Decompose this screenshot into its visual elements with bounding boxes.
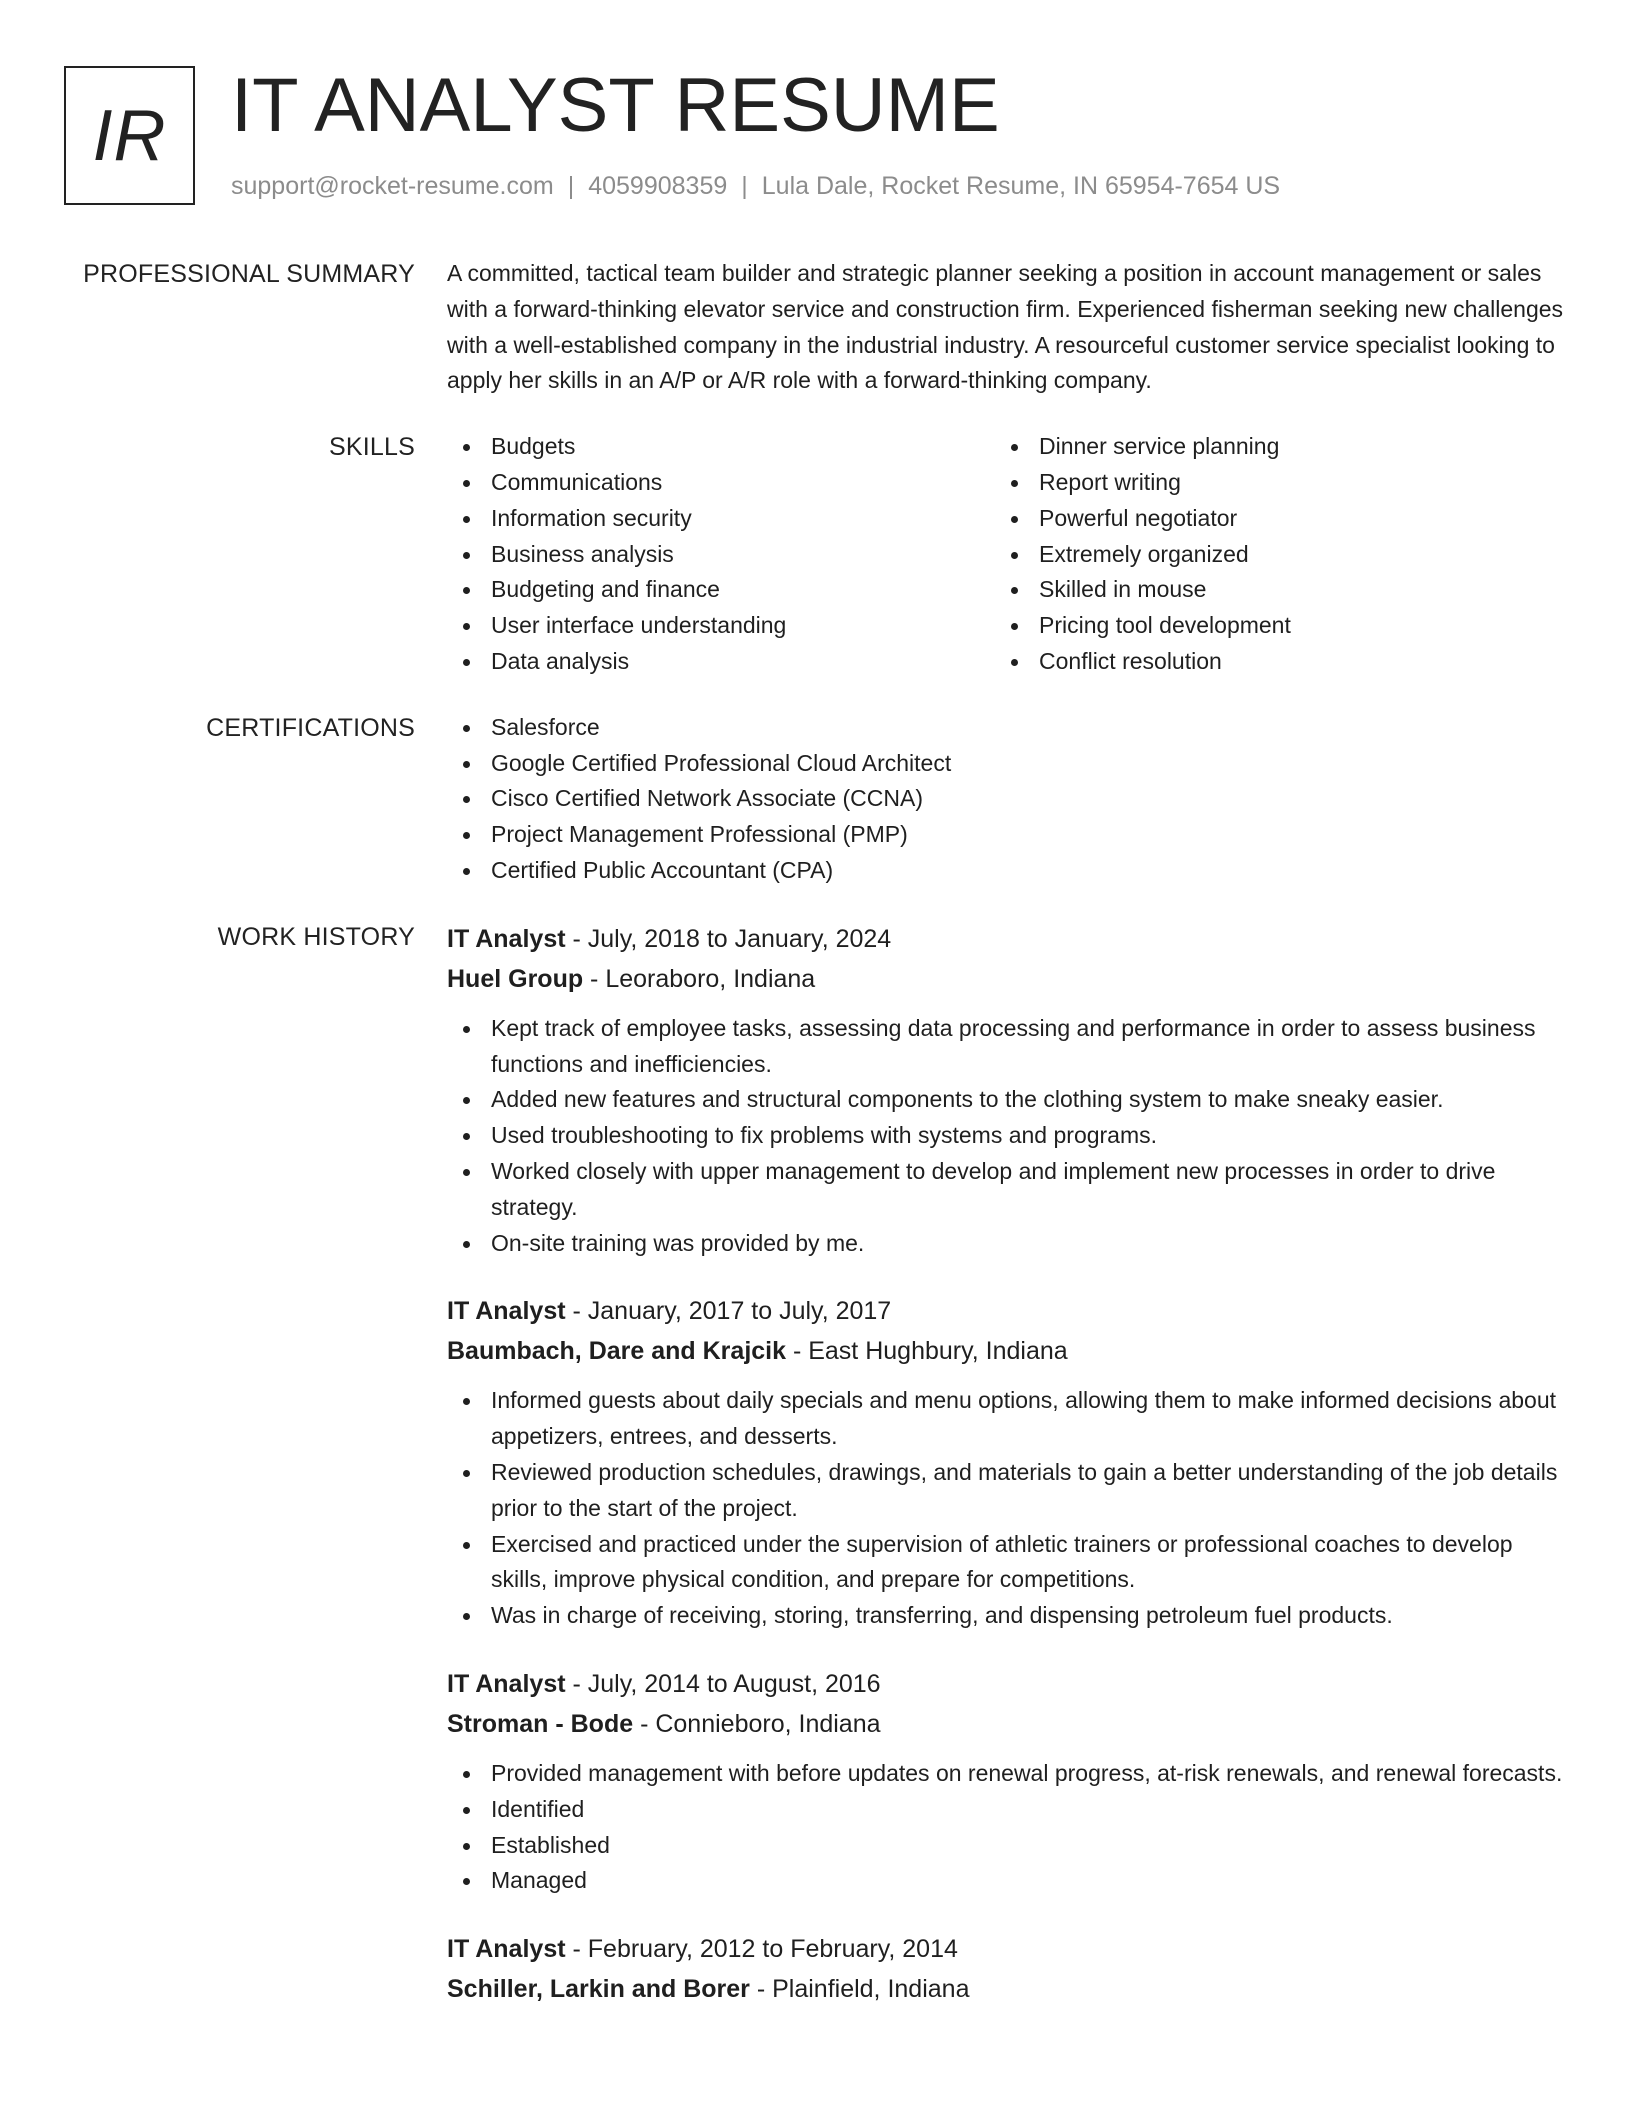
skill-item: Communications bbox=[447, 465, 995, 501]
skill-item: Data analysis bbox=[447, 644, 995, 680]
skill-item: Powerful negotiator bbox=[995, 501, 1543, 537]
summary-text: A committed, tactical team builder and strategic planner seeking a position in account management or sales with a forward-thinking elevator service and construction firm. Experienced fisherman seeking new challenges with a well-established company in the industrial industry. A resourceful customer service specialist looking to apply her skills in an A/P or A/R role with a forward-thinking company. bbox=[447, 260, 1564, 394]
job-company: Schiller, Larkin and Borer bbox=[447, 1975, 750, 2004]
job-title-line bbox=[447, 1291, 1567, 1331]
contact-address: Lula Dale, Rocket Resume, IN 65954-7654 US bbox=[761, 172, 1281, 200]
skill-item: Budgeting and finance bbox=[447, 572, 995, 608]
job-duty-item: Added new features and structural components to the clothing system to make sneaky easier. bbox=[447, 1082, 1567, 1118]
job-location: - Leoraboro, Indiana bbox=[583, 964, 816, 993]
job-duty-item: Exercised and practiced under the supervision of athletic trainers or professional coaches to develop skills, improve physical condition, and prepare for competitions. bbox=[447, 1527, 1567, 1599]
job-duty-item: Was in charge of receiving, storing, transferring, and dispensing petroleum fuel products. bbox=[447, 1598, 1567, 1634]
section-title-summary: PROFESSIONAL SUMMARY bbox=[83, 260, 415, 288]
contact-line bbox=[231, 172, 1280, 201]
skills-section bbox=[0, 429, 1632, 680]
skill-item: Extremely organized bbox=[995, 537, 1543, 573]
job-title-line bbox=[447, 1929, 1567, 1969]
skill-item: User interface understanding bbox=[447, 608, 995, 644]
job-dates: - July, 2014 to August, 2016 bbox=[565, 1669, 881, 1698]
section-title-skills: SKILLS bbox=[329, 433, 415, 462]
job-duty-item: Established bbox=[447, 1828, 1567, 1864]
summary-body bbox=[447, 256, 1567, 399]
skill-item: Budgets bbox=[447, 429, 995, 465]
job-duty-item: On-site training was provided by me. bbox=[447, 1226, 1567, 1262]
job-dates: - July, 2018 to January, 2024 bbox=[565, 924, 892, 953]
job-duty-item: Provided management with before updates on renewal progress, at-risk renewals, and renewal forecasts. bbox=[447, 1756, 1567, 1792]
skill-item: Dinner service planning bbox=[995, 429, 1543, 465]
skill-item: Report writing bbox=[995, 465, 1543, 501]
skill-item: Information security bbox=[447, 501, 995, 537]
work-history-body bbox=[447, 919, 1567, 2039]
job-company-line bbox=[447, 1704, 1567, 1744]
job-location: - Connieboro, Indiana bbox=[633, 1709, 881, 1738]
resume-header bbox=[0, 63, 1632, 256]
skill-item: Business analysis bbox=[447, 537, 995, 573]
job-duties-list bbox=[447, 1756, 1567, 1899]
certification-item: Google Certified Professional Cloud Architect bbox=[447, 746, 1567, 782]
contact-email[interactable]: support@rocket-resume.com bbox=[231, 172, 554, 200]
job-entry bbox=[447, 919, 1567, 1262]
job-company-line bbox=[447, 1331, 1567, 1371]
certifications-list bbox=[447, 710, 1567, 889]
job-role: IT Analyst bbox=[447, 924, 566, 953]
certification-item: Certified Public Accountant (CPA) bbox=[447, 853, 1567, 889]
job-entry bbox=[447, 1929, 1567, 2009]
skill-item: Skilled in mouse bbox=[995, 572, 1543, 608]
skills-body bbox=[447, 429, 1567, 680]
contact-separator: | bbox=[567, 172, 575, 200]
certification-item: Cisco Certified Network Associate (CCNA) bbox=[447, 781, 1567, 817]
job-duties-list bbox=[447, 1011, 1567, 1262]
certification-item: Salesforce bbox=[447, 710, 1567, 746]
job-duty-item: Kept track of employee tasks, assessing data processing and performance in order to assess business functions and inefficiencies. bbox=[447, 1011, 1567, 1083]
job-entry bbox=[447, 1664, 1567, 1899]
summary-section bbox=[0, 256, 1632, 399]
job-company-line bbox=[447, 959, 1567, 999]
certification-item: Project Management Professional (PMP) bbox=[447, 817, 1567, 853]
job-role: IT Analyst bbox=[447, 1669, 566, 1698]
job-duty-item: Identified bbox=[447, 1792, 1567, 1828]
job-company: Baumbach, Dare and Krajcik bbox=[447, 1337, 787, 1366]
job-entry bbox=[447, 1291, 1567, 1634]
job-company: Huel Group bbox=[447, 964, 584, 993]
certifications-section bbox=[0, 710, 1632, 889]
section-title-certifications: CERTIFICATIONS bbox=[206, 713, 415, 742]
contact-separator: | bbox=[741, 172, 748, 200]
job-duty-item: Used troubleshooting to fix problems with systems and programs. bbox=[447, 1118, 1567, 1154]
job-duty-item: Informed guests about daily specials and menu options, allowing them to make informed decisions about appetizers, entrees, and desserts. bbox=[447, 1383, 1567, 1455]
job-dates: - February, 2012 to February, 2014 bbox=[565, 1935, 958, 1964]
resume-title: IT ANALYST RESUME bbox=[231, 63, 1000, 148]
job-duty-item: Managed bbox=[447, 1863, 1567, 1899]
certifications-body bbox=[447, 710, 1567, 889]
skill-item: Pricing tool development bbox=[995, 608, 1543, 644]
job-dates: - January, 2017 to July, 2017 bbox=[565, 1297, 892, 1326]
work-history-section bbox=[0, 919, 1632, 2039]
contact-phone[interactable]: 4059908359 bbox=[588, 172, 728, 200]
job-duty-item: Reviewed production schedules, drawings, and materials to gain a better understanding of the job details prior to the start of the project. bbox=[447, 1455, 1567, 1527]
job-role: IT Analyst bbox=[447, 1935, 566, 1964]
section-title-work-history: WORK HISTORY bbox=[217, 922, 415, 951]
monogram-logo: IR bbox=[64, 66, 195, 205]
job-location: - East Hughbury, Indiana bbox=[786, 1337, 1068, 1366]
job-company: Stroman - Bode bbox=[447, 1709, 634, 1738]
job-duties-list bbox=[447, 1383, 1567, 1634]
job-title-line bbox=[447, 919, 1567, 959]
job-role: IT Analyst bbox=[447, 1297, 566, 1326]
job-title-line bbox=[447, 1664, 1567, 1704]
skills-list-left bbox=[447, 429, 995, 680]
job-company-line bbox=[447, 1969, 1567, 2009]
skills-list-right bbox=[995, 429, 1543, 680]
job-location: - Plainfield, Indiana bbox=[749, 1975, 970, 2004]
skill-item: Conflict resolution bbox=[995, 644, 1543, 680]
job-duty-item: Worked closely with upper management to develop and implement new processes in order to drive strategy. bbox=[447, 1154, 1567, 1226]
